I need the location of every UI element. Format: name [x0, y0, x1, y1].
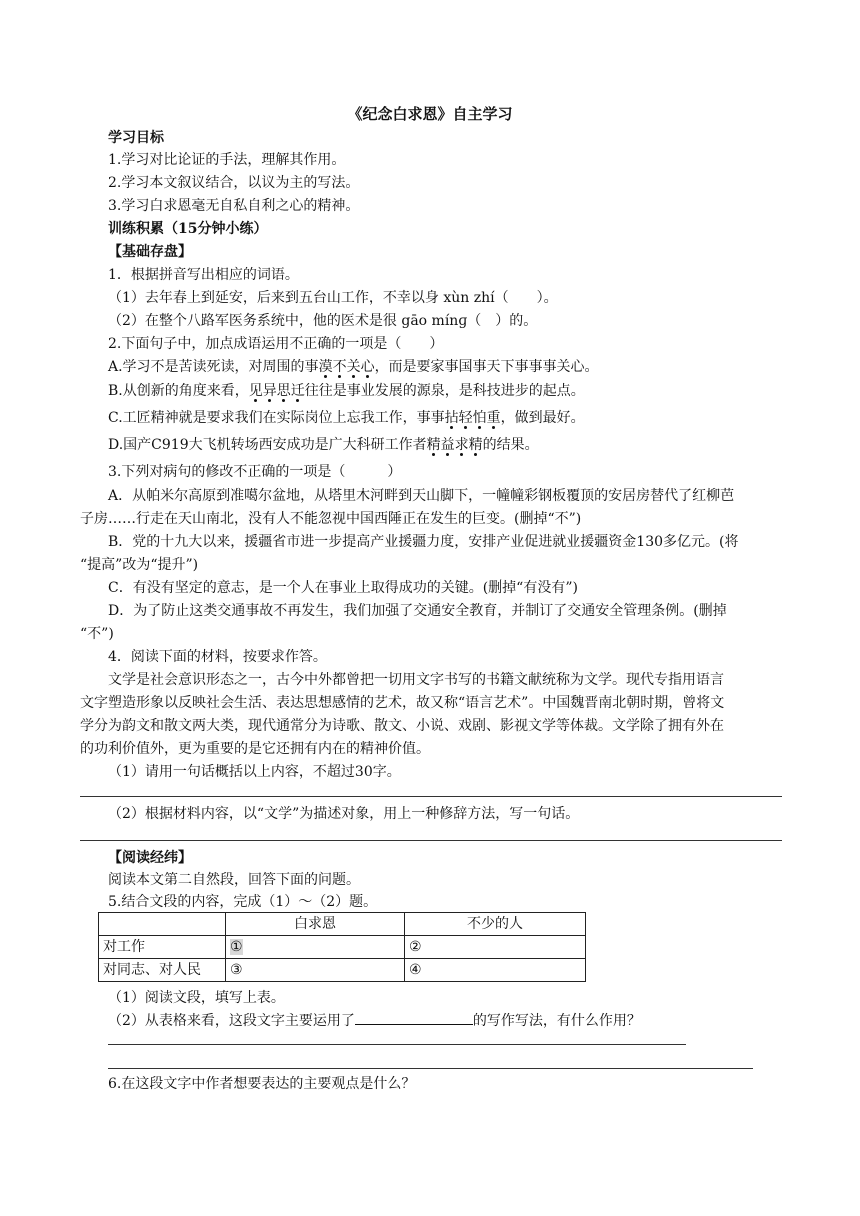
table-row-label: 对工作 — [99, 936, 226, 959]
table-cell[interactable]: ③ — [226, 959, 405, 982]
dotted-char: 求 — [454, 437, 469, 453]
question-3-option-a: A．从帕米尔高原到准噶尔盆地，从塔里木河畔到天山脚下，一幢幢彩钢板覆顶的安居房替代了红柳芭 — [108, 488, 735, 504]
answer-line[interactable] — [108, 1044, 686, 1045]
dotted-char: 心 — [360, 359, 375, 375]
question-2-option-d — [108, 435, 539, 455]
passage-line: 文字塑造形象以反映社会生活、表达思想感情的艺术，故又称“语言艺术”。中国魏晋南北朝时期，曾将文 — [80, 695, 725, 711]
question-2-option-b — [108, 381, 585, 401]
table-header-row — [99, 913, 586, 936]
dotted-char: 见 — [248, 383, 263, 399]
dotted-char: 不 — [332, 359, 347, 375]
objective-item: 1.学习对比论证的手法，理解其作用。 — [108, 152, 346, 168]
option-text: ，而是要家事国事天下事事事关心。 — [374, 359, 599, 375]
question-2-option-a — [108, 357, 599, 377]
table-row — [99, 959, 586, 982]
dotted-idiom — [319, 359, 375, 375]
answer-line[interactable] — [108, 1068, 753, 1069]
question-text: （2）从表格来看，这段文字主要运用了 — [108, 1013, 355, 1029]
dotted-char: 拈 — [444, 410, 459, 426]
answer-line[interactable] — [80, 840, 782, 841]
objective-item: 3.学习白求恩毫无自私自利之心的精神。 — [108, 198, 360, 214]
table-header-cell: 不少的人 — [405, 913, 586, 936]
dotted-char: 重 — [486, 410, 501, 426]
dotted-idiom — [249, 383, 305, 399]
dotted-char: 怕 — [472, 410, 487, 426]
option-text: A.学习不是苦读死读，对周围的事 — [108, 359, 319, 375]
page-title: 《纪念白求恩》自主学习 — [347, 105, 513, 123]
option-text: C.工匠精神就是要求我们在实际岗位上忘我工作，事事 — [108, 410, 445, 426]
option-text: 的结果。 — [482, 437, 539, 453]
table-header-cell: 白求恩 — [226, 913, 405, 936]
question-2-option-c — [108, 408, 585, 428]
answer-line[interactable] — [80, 796, 782, 797]
dotted-char: 关 — [346, 359, 361, 375]
passage-line: 的功利价值外，更为重要的是它还拥有内在的精神价值。 — [80, 741, 430, 757]
dotted-char: 益 — [440, 437, 455, 453]
dotted-char: 轻 — [458, 410, 473, 426]
table-cell[interactable]: ④ — [405, 959, 586, 982]
comparison-table — [98, 912, 586, 982]
question-3-stem: 3.下列对病句的修改不正确的一项是（ ） — [108, 464, 402, 480]
table-header-cell — [99, 913, 226, 936]
question-5-part-1: （1）阅读文段，填写上表。 — [108, 990, 285, 1006]
option-text: 往往是事业发展的源泉，是科技进步的起点。 — [304, 383, 585, 399]
question-1-part-1: （1）去年春上到延安，后来到五台山工作，不幸以身 xùn zhí（ ）。 — [108, 290, 558, 306]
dotted-idiom — [427, 437, 483, 453]
reading-heading: 【阅读经纬】 — [108, 850, 192, 866]
passage-line: 学分为韵文和散文两大类，现代通常分为诗歌、散文、小说、戏剧、影视文学等体裁。文学除了拥有外在 — [80, 718, 724, 734]
table-cell[interactable]: ② — [405, 936, 586, 959]
option-text: D.国产C919大飞机转场西安成功是广大科研工作者 — [108, 437, 427, 453]
question-3-option-b: B．党的十九大以来，援疆省市进一步提高产业援疆力度，安排产业促进就业援疆资金130多亿元。(将 — [108, 534, 739, 550]
table-cell[interactable] — [226, 936, 405, 959]
reading-intro: 阅读本文第二自然段，回答下面的问题。 — [108, 872, 360, 888]
question-3-option-c: C．有没有坚定的意志，是一个人在事业上取得成功的关键。(删掉“有没有”) — [108, 580, 578, 596]
table-row — [99, 936, 586, 959]
dotted-idiom — [445, 410, 501, 426]
question-4-part-1: （1）请用一句话概括以上内容，不超过30字。 — [108, 764, 401, 780]
question-3-option-d-cont: “不”) — [80, 626, 114, 642]
dotted-char: 漠 — [318, 359, 333, 375]
dotted-char: 思 — [276, 383, 291, 399]
question-text: 的写作写法，有什么作用？ — [472, 1013, 641, 1029]
question-3-option-d: D．为了防止这类交通事故不再发生，我们加强了交通安全教育，并制订了交通安全管理条例。(删掉 — [108, 603, 727, 619]
objective-item: 2.学习本文叙议结合，以议为主的写法。 — [108, 175, 360, 191]
question-4-stem: 4．阅读下面的材料，按要求作答。 — [108, 649, 327, 665]
dotted-char: 异 — [262, 383, 277, 399]
question-6-stem: 6.在这段文字中作者想要表达的主要观点是什么？ — [108, 1076, 416, 1092]
option-text: ，做到最好。 — [500, 410, 585, 426]
training-heading: 训练积累（15分钟小练） — [108, 221, 268, 237]
section-basic-heading: 【基础存盘】 — [108, 244, 192, 260]
question-2-stem: 2.下面句子中，加点成语运用不正确的一项是（ ） — [108, 336, 444, 352]
fill-in-blank[interactable] — [355, 1010, 473, 1025]
option-text: B.从创新的角度来看， — [108, 383, 249, 399]
question-1-part-2: （2）在整个八路军医务系统中，他的医术是很 gāo mínɡ（ ）的。 — [108, 313, 538, 329]
objectives-heading: 学习目标 — [108, 130, 164, 146]
dotted-char: 迁 — [290, 383, 305, 399]
blank-marker-1: ① — [230, 939, 243, 955]
dotted-char: 精 — [426, 437, 441, 453]
question-3-option-b-cont: “提高”改为“提升”) — [80, 557, 199, 573]
question-5-stem: 5.结合文段的内容，完成（1）～（2）题。 — [108, 894, 378, 910]
question-3-option-a-cont: 子房……行走在天山南北，没有人不能忽视中国西陲正在发生的巨变。(删掉“不”) — [80, 511, 582, 527]
question-4-part-2: （2）根据材料内容，以“文学”为描述对象，用上一种修辞方法，写一句话。 — [108, 806, 580, 822]
dotted-char: 精 — [468, 437, 483, 453]
question-1-stem: 1．根据拼音写出相应的词语。 — [108, 267, 299, 283]
passage-line: 文学是社会意识形态之一，古今中外都曾把一切用文字书写的书籍文献统称为文学。现代专指用语言 — [108, 672, 724, 688]
table-row-label: 对同志、对人民 — [99, 959, 226, 982]
question-5-part-2 — [108, 1010, 641, 1031]
